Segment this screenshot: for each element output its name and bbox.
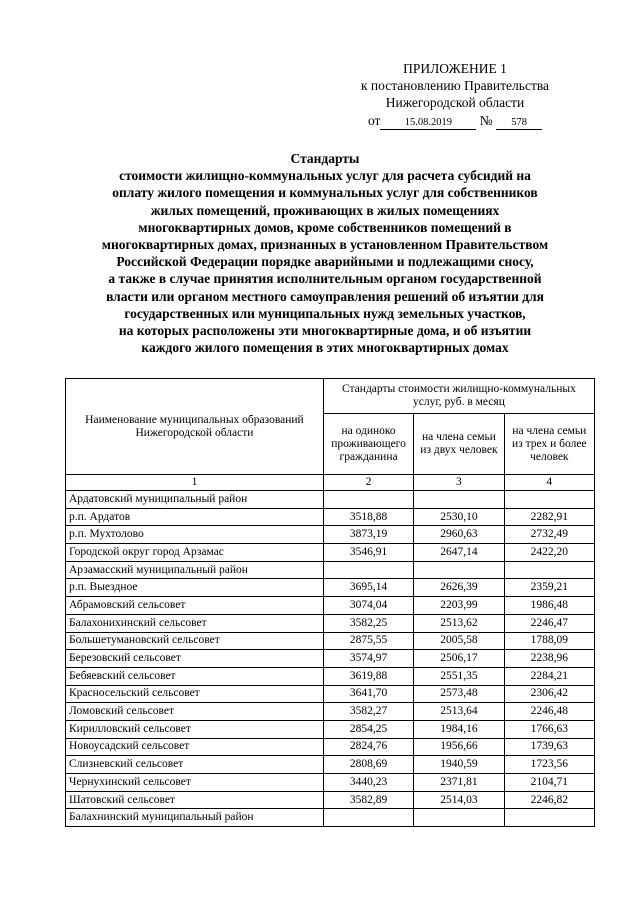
value-single: 2808,69 [323, 756, 413, 774]
table-body [66, 491, 595, 827]
appendix-line-2: к постановлению Правительства [360, 78, 550, 93]
date-prefix: от [367, 113, 381, 128]
row-name: Балахнинский муниципальный район [66, 809, 324, 827]
value-single: 3582,27 [323, 703, 413, 721]
row-name: Балахонихинский сельсовет [66, 614, 324, 632]
value-two-person: 2551,35 [414, 667, 504, 685]
value-three-plus: 2104,71 [504, 774, 594, 792]
number-sign: № [479, 113, 493, 128]
document-title-line: а также в случае принятия исполнительным органом государственной [108, 271, 542, 287]
value-two-person: 2647,14 [414, 544, 504, 562]
row-name: Слизневский сельсовет [66, 756, 324, 774]
value-single [323, 809, 413, 827]
document-title-line: оплату жилого помещения и коммунальных услуг для собственников [112, 185, 538, 201]
table-row [66, 791, 595, 809]
decree-date: 15.08.2019 [380, 116, 476, 130]
column-number-row [66, 475, 595, 491]
table-row [66, 685, 595, 703]
value-three-plus: 2422,20 [504, 544, 594, 562]
table-row [66, 579, 595, 597]
table-row [66, 667, 595, 685]
value-two-person: 1984,16 [414, 720, 504, 738]
document-title-line: стоимости жилищно-коммунальных услуг для расчета субсидий на [119, 168, 531, 184]
value-single: 3518,88 [323, 508, 413, 526]
column-number: 3 [414, 475, 504, 491]
column-number: 2 [323, 475, 413, 491]
value-three-plus: 1723,56 [504, 756, 594, 774]
column-number: 4 [504, 475, 594, 491]
row-name: р.п. Мухтолово [66, 526, 324, 544]
value-two-person: 2203,99 [414, 597, 504, 615]
document-title [60, 150, 590, 356]
decree-number: 578 [496, 116, 542, 130]
value-three-plus [504, 491, 594, 509]
value-single: 3582,25 [323, 614, 413, 632]
value-two-person: 2626,39 [414, 579, 504, 597]
header-three-plus-family: на члена семьи из трех и более человек [504, 414, 594, 475]
row-name: Шатовский сельсовет [66, 791, 324, 809]
value-single: 3873,19 [323, 526, 413, 544]
value-single [323, 491, 413, 509]
value-two-person: 2506,17 [414, 650, 504, 668]
value-two-person: 2371,81 [414, 774, 504, 792]
appendix-date-line [340, 112, 570, 130]
value-three-plus: 1788,09 [504, 632, 594, 650]
document-title-line: на которых расположены эти многоквартирные дома, и об изъятии [118, 323, 532, 339]
document-title-line: многоквартирных домов, кроме собственников помещений в [138, 219, 512, 235]
value-two-person: 2960,63 [414, 526, 504, 544]
value-three-plus [504, 561, 594, 579]
document-title-line: власти или органом местного самоуправления решений об изъятии для [106, 288, 544, 304]
appendix-line-3: Нижегородской области [385, 95, 525, 110]
value-three-plus: 1739,63 [504, 738, 594, 756]
row-name: Березовский сельсовет [66, 650, 324, 668]
row-name: Городской округ город Арзамас [66, 544, 324, 562]
value-single: 3574,97 [323, 650, 413, 668]
value-two-person [414, 561, 504, 579]
row-name: Ломовский сельсовет [66, 703, 324, 721]
value-single: 3074,04 [323, 597, 413, 615]
table-row [66, 703, 595, 721]
value-three-plus: 2282,91 [504, 508, 594, 526]
header-single-resident: на одиноко проживающего гражданина [323, 414, 413, 475]
value-single: 2854,25 [323, 720, 413, 738]
appendix-title: ПРИЛОЖЕНИЕ 1 [403, 61, 507, 76]
value-single: 3619,88 [323, 667, 413, 685]
row-name: Чернухинский сельсовет [66, 774, 324, 792]
value-single: 3641,70 [323, 685, 413, 703]
value-three-plus: 2246,82 [504, 791, 594, 809]
value-single: 3695,14 [323, 579, 413, 597]
table-header-row [66, 379, 595, 414]
value-two-person: 1956,66 [414, 738, 504, 756]
table-row [66, 491, 595, 509]
value-single: 3582,89 [323, 791, 413, 809]
value-three-plus: 2246,48 [504, 703, 594, 721]
row-name: Абрамовский сельсовет [66, 597, 324, 615]
row-name: Кирилловский сельсовет [66, 720, 324, 738]
value-single: 3546,91 [323, 544, 413, 562]
value-two-person [414, 809, 504, 827]
table-row [66, 597, 595, 615]
value-three-plus: 1986,48 [504, 597, 594, 615]
row-name: Ардатовский муниципальный район [66, 491, 324, 509]
value-single: 2824,76 [323, 738, 413, 756]
table-row [66, 614, 595, 632]
value-single: 3440,23 [323, 774, 413, 792]
value-two-person: 1940,59 [414, 756, 504, 774]
value-two-person: 2513,64 [414, 703, 504, 721]
document-title-line: многоквартирных домах, признанных в установленном Правительством [101, 237, 549, 253]
document-title-heading: Стандарты [290, 151, 360, 166]
value-three-plus: 2238,96 [504, 650, 594, 668]
value-two-person: 2005,58 [414, 632, 504, 650]
table-row [66, 650, 595, 668]
header-standards-group: Стандарты стоимости жилищно-коммунальных услуг, руб. в месяц [323, 379, 594, 414]
document-title-line: жилых помещений, проживающих в жилых помещениях [150, 202, 500, 218]
header-two-person-family: на члена семьи из двух человек [414, 414, 504, 475]
value-three-plus: 2246,47 [504, 614, 594, 632]
value-three-plus: 2306,42 [504, 685, 594, 703]
value-three-plus: 2284,21 [504, 667, 594, 685]
header-municipality: Наименование муниципальных образований Нижегородской области [66, 379, 324, 475]
value-two-person: 2514,03 [414, 791, 504, 809]
table-row [66, 756, 595, 774]
value-two-person [414, 491, 504, 509]
standards-table [65, 378, 595, 827]
table-row [66, 738, 595, 756]
value-three-plus: 2359,21 [504, 579, 594, 597]
document-title-line: каждого жилого помещения в этих многоквартирных домах [141, 340, 509, 356]
row-name: Бебяевский сельсовет [66, 667, 324, 685]
value-three-plus [504, 809, 594, 827]
table-row [66, 632, 595, 650]
row-name: Новоусадский сельсовет [66, 738, 324, 756]
appendix-block [340, 60, 570, 130]
value-two-person: 2513,62 [414, 614, 504, 632]
table-row [66, 809, 595, 827]
value-two-person: 2573,48 [414, 685, 504, 703]
value-three-plus: 1766,63 [504, 720, 594, 738]
table-row [66, 561, 595, 579]
value-single [323, 561, 413, 579]
row-name: Большетумановский сельсовет [66, 632, 324, 650]
column-number: 1 [66, 475, 324, 491]
table-row [66, 526, 595, 544]
value-two-person: 2530,10 [414, 508, 504, 526]
value-three-plus: 2732,49 [504, 526, 594, 544]
row-name: р.п. Ардатов [66, 508, 324, 526]
table-row [66, 774, 595, 792]
row-name: Красносельский сельсовет [66, 685, 324, 703]
table-row [66, 720, 595, 738]
document-title-line: государственных или муниципальных нужд земельных участков, [124, 305, 526, 321]
table-row [66, 508, 595, 526]
row-name: р.п. Выездное [66, 579, 324, 597]
value-single: 2875,55 [323, 632, 413, 650]
table-row [66, 544, 595, 562]
row-name: Арзамасский муниципальный район [66, 561, 324, 579]
document-title-line: Российской Федерации порядке аварийными и подлежащими сносу, [116, 254, 534, 270]
